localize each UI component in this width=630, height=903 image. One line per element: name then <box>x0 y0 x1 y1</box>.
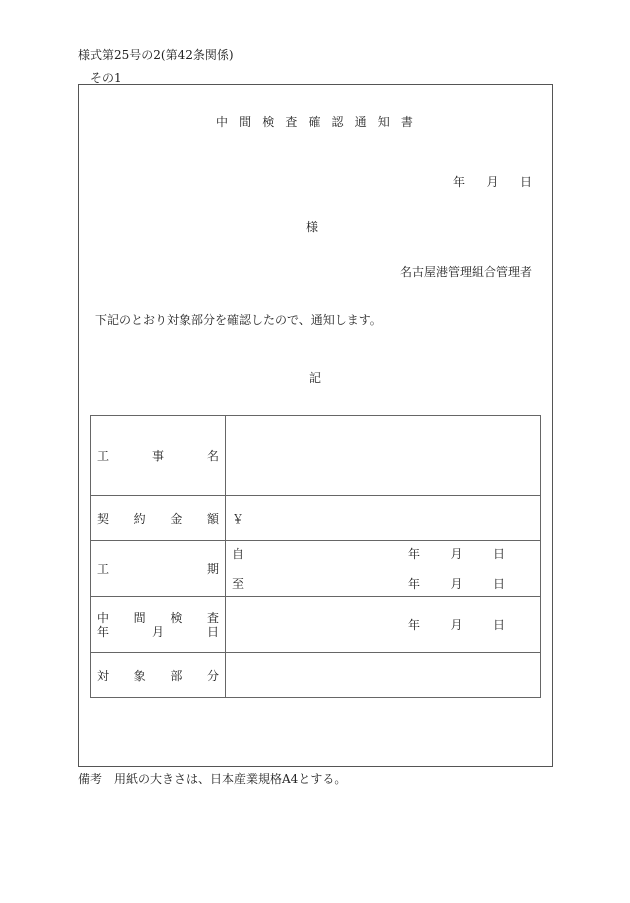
details-table <box>90 415 541 698</box>
table-row <box>91 496 541 541</box>
period-field[interactable] <box>226 541 541 597</box>
note-label: 備考 <box>78 772 103 786</box>
ki-heading: 記 <box>309 371 322 385</box>
label-char: 年 <box>97 624 110 639</box>
day-label: 日 <box>492 547 505 561</box>
table-row <box>91 597 541 653</box>
sender: 名古屋港管理組合管理者 <box>399 265 532 279</box>
note-text: 用紙の大きさは、日本産業規格A4とする。 <box>114 772 347 786</box>
to-label: 至 <box>232 577 245 591</box>
construction-name-label <box>91 416 226 496</box>
target-part-field[interactable] <box>226 653 541 698</box>
form-number: 様式第25号の2(第42条関係) <box>78 48 234 62</box>
label-char: 金 <box>170 511 183 526</box>
target-part-label <box>91 653 226 698</box>
construction-name-field[interactable] <box>226 416 541 496</box>
period-label <box>91 541 226 597</box>
label-char: 期 <box>206 562 219 576</box>
label-char: 工 <box>97 449 110 463</box>
year-label: 年 <box>408 547 421 561</box>
year-label: 年 <box>408 618 421 632</box>
label-char: 対 <box>97 668 110 683</box>
label-char: 約 <box>133 511 146 526</box>
note <box>78 772 346 786</box>
month-label: 月 <box>450 577 463 591</box>
issue-date <box>453 175 532 189</box>
title-char: 書 <box>400 115 413 129</box>
title-char: 認 <box>331 115 344 129</box>
yen-sign: ￥ <box>232 511 245 526</box>
from-label: 自 <box>232 547 245 561</box>
form-sub-number: その1 <box>90 71 122 85</box>
label-char: 月 <box>151 624 164 639</box>
title-char: 査 <box>285 115 298 129</box>
title-char: 間 <box>239 115 252 129</box>
label-char: 工 <box>97 562 110 576</box>
title-char: 通 <box>354 115 367 129</box>
table-row <box>91 416 541 496</box>
label-char: 検 <box>170 610 183 625</box>
body-text: 下記のとおり対象部分を確認したので、通知します。 <box>95 313 382 327</box>
document-title <box>216 115 413 129</box>
month-label: 月 <box>450 618 463 632</box>
contract-amount-label <box>91 496 226 541</box>
title-char: 中 <box>216 115 229 129</box>
addressee-suffix: 様 <box>306 220 319 234</box>
month-label: 月 <box>450 547 463 561</box>
label-char: 象 <box>133 668 146 683</box>
label-char: 中 <box>97 610 110 625</box>
label-char: 間 <box>133 610 146 625</box>
label-char: 査 <box>206 610 219 625</box>
day-label: 日 <box>492 618 505 632</box>
day-label: 日 <box>519 175 532 189</box>
label-char: 日 <box>206 624 219 639</box>
contract-amount-field[interactable] <box>226 496 541 541</box>
table-row <box>91 541 541 597</box>
label-char: 名 <box>206 449 219 463</box>
inspection-date-field[interactable] <box>226 597 541 653</box>
year-label: 年 <box>453 175 466 189</box>
title-char: 確 <box>308 115 321 129</box>
label-char: 事 <box>151 449 164 463</box>
label-char: 契 <box>97 511 110 526</box>
day-label: 日 <box>492 577 505 591</box>
table-row <box>91 653 541 698</box>
label-char: 分 <box>206 668 219 683</box>
year-label: 年 <box>408 577 421 591</box>
inspection-date-label <box>91 597 226 653</box>
title-char: 知 <box>377 115 390 129</box>
label-char: 部 <box>170 668 183 683</box>
title-char: 検 <box>262 115 275 129</box>
label-char: 額 <box>206 511 219 526</box>
month-label: 月 <box>486 175 499 189</box>
